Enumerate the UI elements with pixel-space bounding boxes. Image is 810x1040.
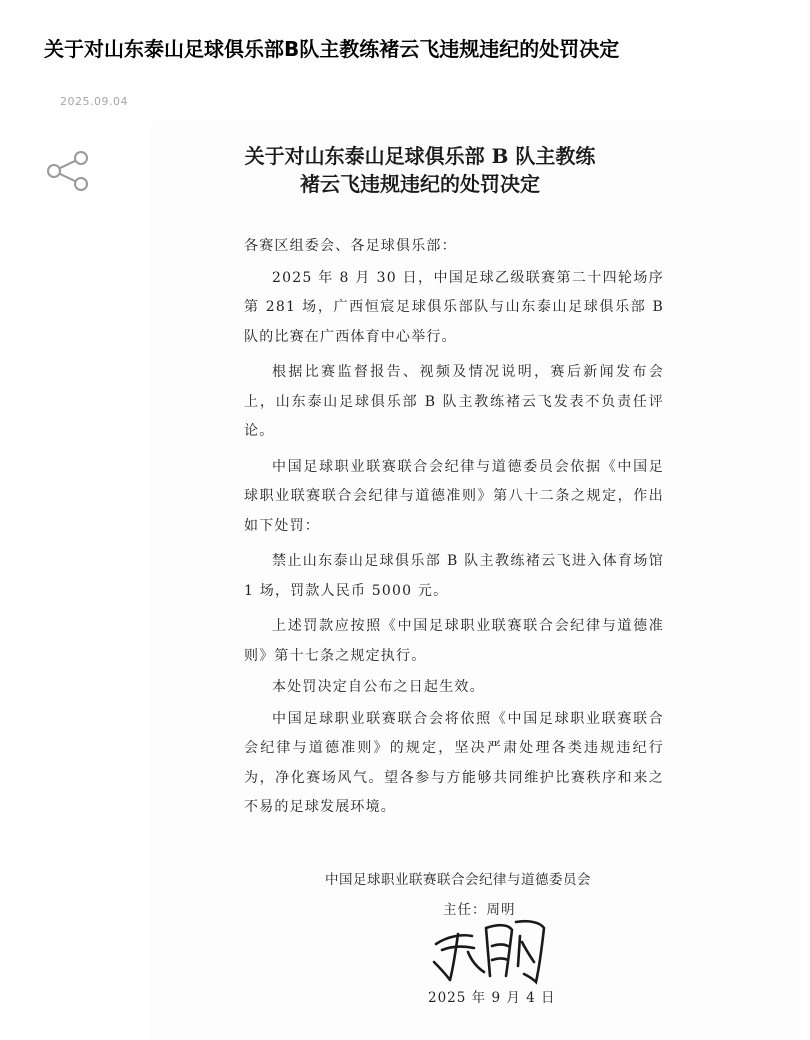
paragraph-1: 2025 年 8 月 30 日，中国足球乙级联赛第二十四轮场序第 281 场，广西恒宸足球俱乐部队与山东泰山足球俱乐部 B 队的比赛在广西体育中心举行。 (244, 269, 664, 345)
salutation: 各赛区组委会、各足球俱乐部： (244, 238, 457, 254)
paragraph-3: 中国足球职业联赛联合会纪律与道德委员会依据《中国足球职业联赛联合会纪律与道德准则》第八十二条之规定，作出如下处罚： (244, 458, 664, 534)
paragraph-5: 上述罚款应按照《中国足球职业联赛联合会纪律与道德准则》第十七条之规定执行。 (244, 618, 664, 664)
handwritten-signature (428, 906, 558, 986)
document-title-line-1: 关于对山东泰山足球俱乐部 B 队主教练 (244, 144, 596, 168)
signature-organization: 中国足球职业联赛联合会纪律与道德委员会 (325, 872, 591, 888)
paragraph-4: 禁止山东泰山足球俱乐部 B 队主教练褚云飞进入体育场馆 1 场，罚款人民币 5000 元。 (244, 553, 664, 599)
page-title: 关于对山东泰山足球俱乐部B队主教练褚云飞违规违纪的处罚决定 (44, 37, 620, 61)
publish-date: 2025.09.04 (60, 95, 128, 108)
document-body (244, 232, 664, 829)
document-image (150, 122, 800, 1040)
paragraph-6: 本处罚决定自公布之日起生效。 (272, 679, 485, 695)
document-title (150, 142, 690, 198)
signature-chair: 主任：周明 (443, 902, 516, 918)
signature-date: 2025 年 9 月 4 日 (428, 990, 556, 1006)
document-title-line-2: 褚云飞违规违纪的处罚决定 (300, 172, 540, 196)
paragraph-2: 根据比赛监督报告、视频及情况说明，赛后新闻发布会上，山东泰山足球俱乐部 B 队主教练褚云飞发表不负责任评论。 (244, 364, 664, 439)
share-icon[interactable] (46, 150, 90, 192)
paragraph-7: 中国足球职业联赛联合会将依照《中国足球职业联赛联合会纪律与道德准则》的规定，坚决严肃处理各类违规违纪行为，净化赛场风气。望各参与方能够共同维护比赛秩序和来之不易的足球发展环境。 (244, 710, 664, 815)
